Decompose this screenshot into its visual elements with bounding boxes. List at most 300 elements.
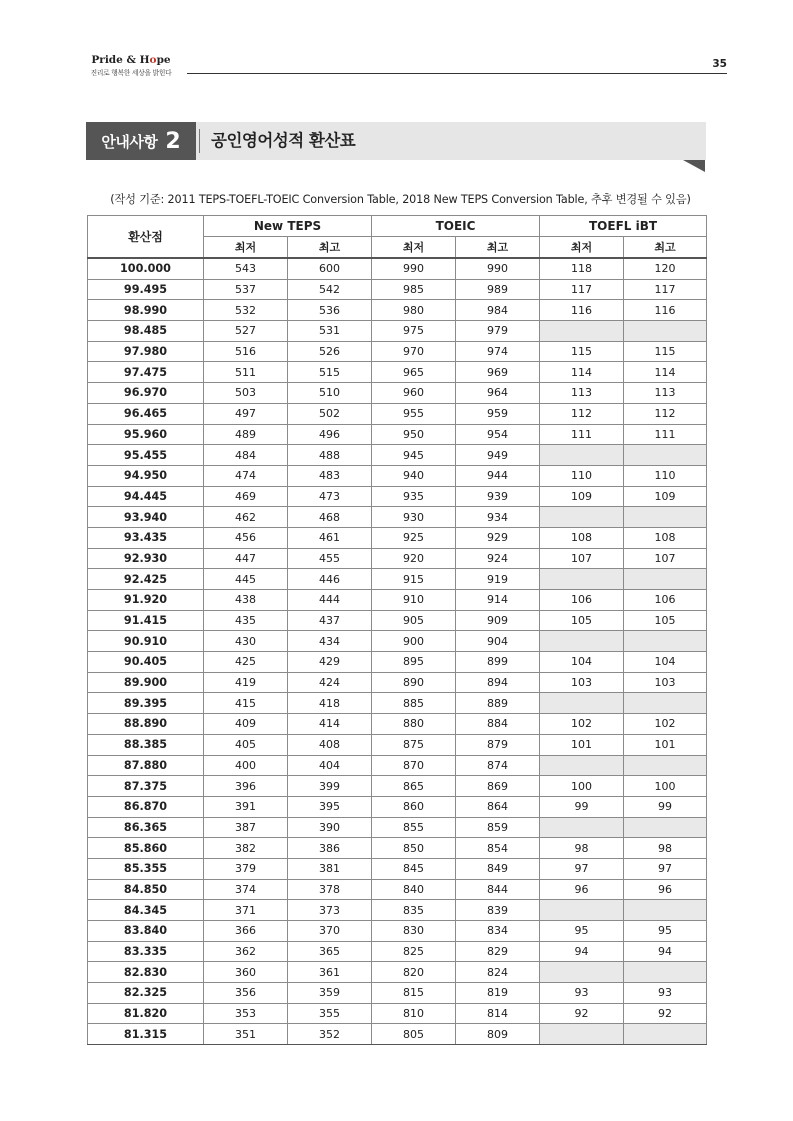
toeic-max-cell: 834 [456,921,540,942]
new-teps-min-cell: 511 [204,362,288,383]
source-note: (작성 기준: 2011 TEPS-TOEFL-TOEIC Conversion Table, 2018 New TEPS Conversion Table, 추후 변경될 수 있음) [110,193,691,206]
toefl-max-cell [624,693,707,714]
score-cell: 87.880 [88,755,204,776]
toefl-min-cell [540,900,624,921]
new-teps-min-cell: 405 [204,734,288,755]
toefl-max-cell [624,321,707,342]
subheader-min: 최저 [540,237,624,259]
new-teps-max-cell: 542 [288,279,372,300]
table-row [88,858,707,879]
brand-slogan: 진리로 행복한 세상을 밝힌다 [90,69,172,77]
table-row [88,879,707,900]
subheader-max: 최고 [624,237,707,259]
toefl-max-cell: 101 [624,734,707,755]
toefl-max-cell: 100 [624,776,707,797]
new-teps-min-cell: 371 [204,900,288,921]
toefl-max-cell: 111 [624,424,707,445]
toefl-max-cell [624,1024,707,1045]
score-cell: 98.485 [88,321,204,342]
table-row [88,776,707,797]
score-cell: 95.455 [88,445,204,466]
toeic-min-cell: 915 [372,569,456,590]
toefl-min-cell: 102 [540,714,624,735]
new-teps-max-cell: 429 [288,652,372,673]
toeic-min-cell: 830 [372,921,456,942]
new-teps-max-cell: 434 [288,631,372,652]
new-teps-min-cell: 430 [204,631,288,652]
toefl-max-cell: 110 [624,465,707,486]
score-cell: 91.415 [88,610,204,631]
toefl-max-cell: 117 [624,279,707,300]
toeic-max-cell: 949 [456,445,540,466]
new-teps-max-cell: 395 [288,796,372,817]
toefl-min-cell: 103 [540,672,624,693]
toefl-max-cell: 97 [624,858,707,879]
table-row [88,734,707,755]
new-teps-min-cell: 435 [204,610,288,631]
subheader-min: 최저 [372,237,456,259]
toefl-min-cell [540,962,624,983]
new-teps-max-cell: 461 [288,527,372,548]
new-teps-min-cell: 425 [204,652,288,673]
toeic-max-cell: 939 [456,486,540,507]
toefl-min-cell: 117 [540,279,624,300]
table-header-row [88,216,707,237]
toeic-min-cell: 955 [372,403,456,424]
score-cell: 81.315 [88,1024,204,1045]
toefl-min-cell: 94 [540,941,624,962]
table-row [88,590,707,611]
toeic-min-cell: 840 [372,879,456,900]
toeic-min-cell: 875 [372,734,456,755]
toeic-max-cell: 990 [456,258,540,279]
table-row [88,321,707,342]
toefl-min-cell: 108 [540,527,624,548]
table-row [88,403,707,424]
new-teps-min-cell: 360 [204,962,288,983]
toeic-max-cell: 859 [456,817,540,838]
new-teps-min-cell: 474 [204,465,288,486]
toefl-max-cell: 106 [624,590,707,611]
toefl-max-cell: 95 [624,921,707,942]
table-row [88,817,707,838]
toefl-max-cell [624,569,707,590]
toefl-max-cell: 116 [624,300,707,321]
toeic-max-cell: 969 [456,362,540,383]
toeic-max-cell: 874 [456,755,540,776]
new-teps-max-cell: 352 [288,1024,372,1045]
toefl-min-cell: 99 [540,796,624,817]
score-cell: 90.910 [88,631,204,652]
toeic-min-cell: 880 [372,714,456,735]
toefl-max-cell: 105 [624,610,707,631]
new-teps-max-cell: 390 [288,817,372,838]
toefl-max-cell [624,507,707,528]
table-row [88,341,707,362]
new-teps-max-cell: 473 [288,486,372,507]
new-teps-min-cell: 391 [204,796,288,817]
toeic-min-cell: 850 [372,838,456,859]
new-teps-min-cell: 382 [204,838,288,859]
section-corner-decoration [683,160,705,172]
toeic-max-cell: 814 [456,1003,540,1024]
header-rule [187,73,727,74]
toefl-max-cell [624,962,707,983]
toefl-max-cell: 92 [624,1003,707,1024]
score-cell: 97.980 [88,341,204,362]
new-teps-min-cell: 503 [204,383,288,404]
section-tag-label: 안내사항 [101,132,158,151]
score-cell: 89.395 [88,693,204,714]
table-row [88,983,707,1004]
toeic-min-cell: 815 [372,983,456,1004]
toefl-min-cell: 107 [540,548,624,569]
new-teps-max-cell: 365 [288,941,372,962]
new-teps-min-cell: 537 [204,279,288,300]
toeic-max-cell: 884 [456,714,540,735]
subheader-min: 최저 [204,237,288,259]
brand-name: Pride & Hope [91,54,171,66]
new-teps-max-cell: 414 [288,714,372,735]
toefl-min-cell [540,569,624,590]
table-row [88,569,707,590]
toeic-max-cell: 984 [456,300,540,321]
toeic-max-cell: 914 [456,590,540,611]
toefl-min-cell: 101 [540,734,624,755]
new-teps-min-cell: 356 [204,983,288,1004]
table-row [88,755,707,776]
toefl-max-cell: 115 [624,341,707,362]
toefl-min-cell: 109 [540,486,624,507]
toeic-max-cell: 904 [456,631,540,652]
new-teps-min-cell: 400 [204,755,288,776]
score-cell: 82.325 [88,983,204,1004]
conversion-table [87,215,707,1045]
section-heading-bar [86,122,706,160]
toeic-max-cell: 924 [456,548,540,569]
toefl-min-cell: 115 [540,341,624,362]
toefl-max-cell: 99 [624,796,707,817]
toeic-max-cell: 819 [456,983,540,1004]
toeic-min-cell: 930 [372,507,456,528]
new-teps-max-cell: 502 [288,403,372,424]
toeic-max-cell: 989 [456,279,540,300]
new-teps-max-cell: 526 [288,341,372,362]
new-teps-max-cell: 404 [288,755,372,776]
toefl-max-cell [624,755,707,776]
toeic-min-cell: 805 [372,1024,456,1045]
toeic-min-cell: 980 [372,300,456,321]
score-cell: 85.860 [88,838,204,859]
toefl-min-cell: 93 [540,983,624,1004]
page-number: 35 [712,58,727,70]
toeic-max-cell: 944 [456,465,540,486]
toefl-max-cell: 104 [624,652,707,673]
section-tag [86,122,196,160]
new-teps-max-cell: 355 [288,1003,372,1024]
brand-logo [86,54,176,78]
score-column-header: 환산점 [88,216,204,259]
toeic-max-cell: 954 [456,424,540,445]
table-row [88,631,707,652]
toeic-min-cell: 920 [372,548,456,569]
toeic-min-cell: 935 [372,486,456,507]
new-teps-min-cell: 456 [204,527,288,548]
toefl-min-cell: 97 [540,858,624,879]
toeic-min-cell: 835 [372,900,456,921]
toefl-min-cell: 111 [540,424,624,445]
toeic-max-cell: 869 [456,776,540,797]
new-teps-max-cell: 468 [288,507,372,528]
section-title: 공인영어성적 환산표 [211,131,356,150]
table-row [88,258,707,279]
table-row [88,1003,707,1024]
toeic-min-cell: 910 [372,590,456,611]
new-teps-max-cell: 381 [288,858,372,879]
new-teps-min-cell: 516 [204,341,288,362]
group-header-toefl-ibt: TOEFL iBT [540,216,707,237]
table-row [88,921,707,942]
score-cell: 88.890 [88,714,204,735]
table-row [88,383,707,404]
new-teps-max-cell: 496 [288,424,372,445]
table-row [88,548,707,569]
new-teps-max-cell: 455 [288,548,372,569]
toefl-min-cell [540,755,624,776]
toeic-min-cell: 845 [372,858,456,879]
toeic-min-cell: 975 [372,321,456,342]
toefl-max-cell [624,817,707,838]
table-row [88,424,707,445]
score-cell: 93.940 [88,507,204,528]
group-header-new-teps: New TEPS [204,216,372,237]
toeic-min-cell: 870 [372,755,456,776]
new-teps-max-cell: 378 [288,879,372,900]
new-teps-min-cell: 532 [204,300,288,321]
table-row [88,507,707,528]
toeic-min-cell: 900 [372,631,456,652]
toefl-max-cell: 120 [624,258,707,279]
toeic-min-cell: 925 [372,527,456,548]
new-teps-min-cell: 351 [204,1024,288,1045]
new-teps-min-cell: 447 [204,548,288,569]
toefl-min-cell [540,693,624,714]
new-teps-max-cell: 446 [288,569,372,590]
table-row [88,796,707,817]
table-row [88,486,707,507]
score-cell: 85.355 [88,858,204,879]
toeic-max-cell: 964 [456,383,540,404]
score-cell: 94.950 [88,465,204,486]
toeic-min-cell: 970 [372,341,456,362]
toeic-max-cell: 879 [456,734,540,755]
toeic-min-cell: 960 [372,383,456,404]
new-teps-min-cell: 527 [204,321,288,342]
toeic-min-cell: 985 [372,279,456,300]
toefl-min-cell: 118 [540,258,624,279]
toeic-min-cell: 825 [372,941,456,962]
toeic-max-cell: 809 [456,1024,540,1045]
toefl-max-cell: 108 [624,527,707,548]
group-header-toeic: TOEIC [372,216,540,237]
score-cell: 90.405 [88,652,204,673]
table-row [88,900,707,921]
toeic-min-cell: 965 [372,362,456,383]
toefl-max-cell: 112 [624,403,707,424]
toeic-max-cell: 839 [456,900,540,921]
toeic-max-cell: 934 [456,507,540,528]
table-row [88,838,707,859]
table-row [88,714,707,735]
new-teps-min-cell: 379 [204,858,288,879]
score-cell: 87.375 [88,776,204,797]
table-row [88,465,707,486]
toeic-max-cell: 909 [456,610,540,631]
score-cell: 86.365 [88,817,204,838]
score-cell: 100.000 [88,258,204,279]
toeic-min-cell: 940 [372,465,456,486]
toeic-min-cell: 810 [372,1003,456,1024]
score-cell: 98.990 [88,300,204,321]
new-teps-max-cell: 373 [288,900,372,921]
score-cell: 86.870 [88,796,204,817]
table-row [88,693,707,714]
toeic-max-cell: 889 [456,693,540,714]
new-teps-max-cell: 515 [288,362,372,383]
new-teps-max-cell: 361 [288,962,372,983]
toefl-max-cell [624,445,707,466]
new-teps-min-cell: 484 [204,445,288,466]
toefl-max-cell [624,900,707,921]
new-teps-min-cell: 419 [204,672,288,693]
new-teps-min-cell: 409 [204,714,288,735]
score-cell: 96.970 [88,383,204,404]
score-cell: 97.475 [88,362,204,383]
toefl-min-cell: 114 [540,362,624,383]
new-teps-max-cell: 536 [288,300,372,321]
toeic-min-cell: 860 [372,796,456,817]
toeic-min-cell: 885 [372,693,456,714]
table-row [88,300,707,321]
new-teps-max-cell: 488 [288,445,372,466]
subheader-max: 최고 [288,237,372,259]
new-teps-max-cell: 483 [288,465,372,486]
toeic-max-cell: 854 [456,838,540,859]
score-cell: 92.425 [88,569,204,590]
toefl-max-cell [624,631,707,652]
toefl-max-cell: 98 [624,838,707,859]
toefl-max-cell: 114 [624,362,707,383]
new-teps-min-cell: 374 [204,879,288,900]
new-teps-min-cell: 445 [204,569,288,590]
toefl-min-cell: 98 [540,838,624,859]
score-cell: 94.445 [88,486,204,507]
new-teps-max-cell: 510 [288,383,372,404]
score-cell: 84.850 [88,879,204,900]
new-teps-min-cell: 543 [204,258,288,279]
toefl-max-cell: 102 [624,714,707,735]
toefl-max-cell: 94 [624,941,707,962]
table-row [88,362,707,383]
toeic-min-cell: 945 [372,445,456,466]
score-cell: 95.960 [88,424,204,445]
score-cell: 92.930 [88,548,204,569]
toeic-max-cell: 929 [456,527,540,548]
new-teps-max-cell: 370 [288,921,372,942]
score-cell: 83.840 [88,921,204,942]
toefl-min-cell [540,631,624,652]
table-row [88,1024,707,1045]
toefl-min-cell: 116 [540,300,624,321]
score-cell: 89.900 [88,672,204,693]
toefl-min-cell: 100 [540,776,624,797]
table-row [88,445,707,466]
new-teps-min-cell: 366 [204,921,288,942]
toeic-max-cell: 894 [456,672,540,693]
section-divider [199,129,200,153]
toeic-max-cell: 844 [456,879,540,900]
toeic-min-cell: 895 [372,652,456,673]
toeic-max-cell: 849 [456,858,540,879]
toeic-min-cell: 905 [372,610,456,631]
toeic-max-cell: 979 [456,321,540,342]
new-teps-min-cell: 362 [204,941,288,962]
toefl-max-cell: 113 [624,383,707,404]
toeic-min-cell: 865 [372,776,456,797]
toefl-min-cell: 92 [540,1003,624,1024]
new-teps-max-cell: 408 [288,734,372,755]
score-cell: 82.830 [88,962,204,983]
toefl-min-cell: 113 [540,383,624,404]
table-row [88,962,707,983]
toeic-min-cell: 990 [372,258,456,279]
table-body [88,258,707,1045]
new-teps-max-cell: 418 [288,693,372,714]
new-teps-max-cell: 531 [288,321,372,342]
new-teps-min-cell: 497 [204,403,288,424]
new-teps-max-cell: 359 [288,983,372,1004]
score-cell: 99.495 [88,279,204,300]
toeic-min-cell: 890 [372,672,456,693]
toefl-min-cell [540,817,624,838]
new-teps-max-cell: 600 [288,258,372,279]
table-row [88,279,707,300]
new-teps-min-cell: 469 [204,486,288,507]
new-teps-min-cell: 353 [204,1003,288,1024]
score-cell: 81.820 [88,1003,204,1024]
section-tag-number: 2 [165,128,181,154]
toefl-min-cell [540,507,624,528]
toeic-max-cell: 919 [456,569,540,590]
toefl-min-cell: 96 [540,879,624,900]
toefl-min-cell: 112 [540,403,624,424]
new-teps-max-cell: 444 [288,590,372,611]
toefl-min-cell: 104 [540,652,624,673]
table-row [88,652,707,673]
toefl-min-cell: 106 [540,590,624,611]
toeic-max-cell: 824 [456,962,540,983]
score-cell: 91.920 [88,590,204,611]
toefl-max-cell: 107 [624,548,707,569]
score-cell: 83.335 [88,941,204,962]
toeic-min-cell: 855 [372,817,456,838]
table-row [88,610,707,631]
toeic-max-cell: 829 [456,941,540,962]
score-cell: 93.435 [88,527,204,548]
toefl-min-cell: 105 [540,610,624,631]
toeic-min-cell: 950 [372,424,456,445]
new-teps-max-cell: 399 [288,776,372,797]
